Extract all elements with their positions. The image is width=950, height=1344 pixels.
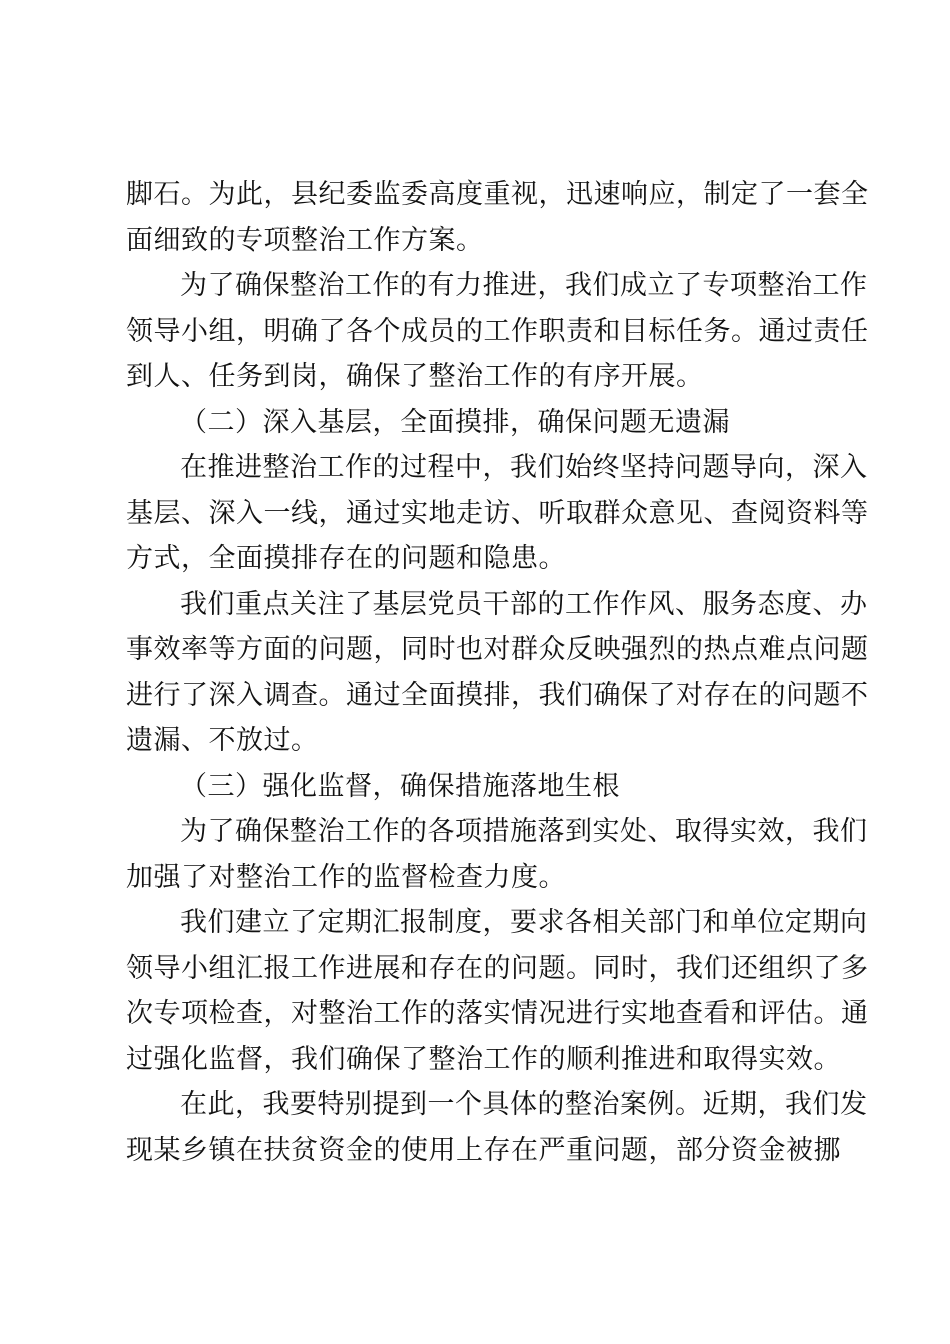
text-line: 脚石。为此，县纪委监委高度重视，迅速响应，制定了一套全 [126, 179, 869, 210]
text-line: 领导小组，明确了各个成员的工作职责和目标任务。通过责任 [126, 315, 869, 347]
text-line: 方式，全面摸排存在的问题和隐患。 [126, 543, 566, 574]
text-line: 现某乡镇在扶贫资金的使用上存在严重问题，部分资金被挪 [126, 1134, 841, 1166]
text-line: 事效率等方面的问题，同时也对群众反映强烈的热点难点问题 [126, 634, 869, 665]
document-body [126, 172, 869, 1173]
paragraph-first-line: 我们建立了定期汇报制度，要求各相关部门和单位定期向 [180, 907, 868, 938]
text-line: 进行了深入调查。通过全面摸排，我们确保了对存在的问题不 [126, 679, 869, 711]
text-line: 面细致的专项整治工作方案。 [126, 224, 484, 256]
paragraph-first-line: 为了确保整治工作的有力推进，我们成立了专项整治工作 [180, 270, 868, 301]
text-line: 领导小组汇报工作进展和存在的问题。同时，我们还组织了多 [126, 952, 869, 984]
paragraph-first-line: 在此，我要特别提到一个具体的整治案例。近期，我们发 [180, 1089, 868, 1120]
section-heading: （二）深入基层，全面摸排，确保问题无遗漏 [180, 406, 730, 438]
text-line: 次专项检查，对整治工作的落实情况进行实地查看和评估。通 [126, 998, 869, 1029]
text-line: 遗漏、不放过。 [126, 725, 319, 756]
section-heading: （三）强化监督，确保措施落地生根 [180, 770, 620, 802]
text-line: 过强化监督，我们确保了整治工作的顺利推进和取得实效。 [126, 1043, 841, 1075]
paragraph-first-line: 我们重点关注了基层党员干部的工作作风、服务态度、办 [180, 588, 868, 620]
text-line: 加强了对整治工作的监督检查力度。 [126, 861, 566, 893]
text-line: 到人、任务到岗，确保了整治工作的有序开展。 [126, 361, 704, 392]
text-line: 基层、深入一线，通过实地走访、听取群众意见、查阅资料等 [126, 497, 869, 529]
paragraph-first-line: 为了确保整治工作的各项措施落到实处、取得实效，我们 [180, 816, 868, 847]
paragraph-first-line: 在推进整治工作的过程中，我们始终坚持问题导向，深入 [180, 452, 868, 483]
